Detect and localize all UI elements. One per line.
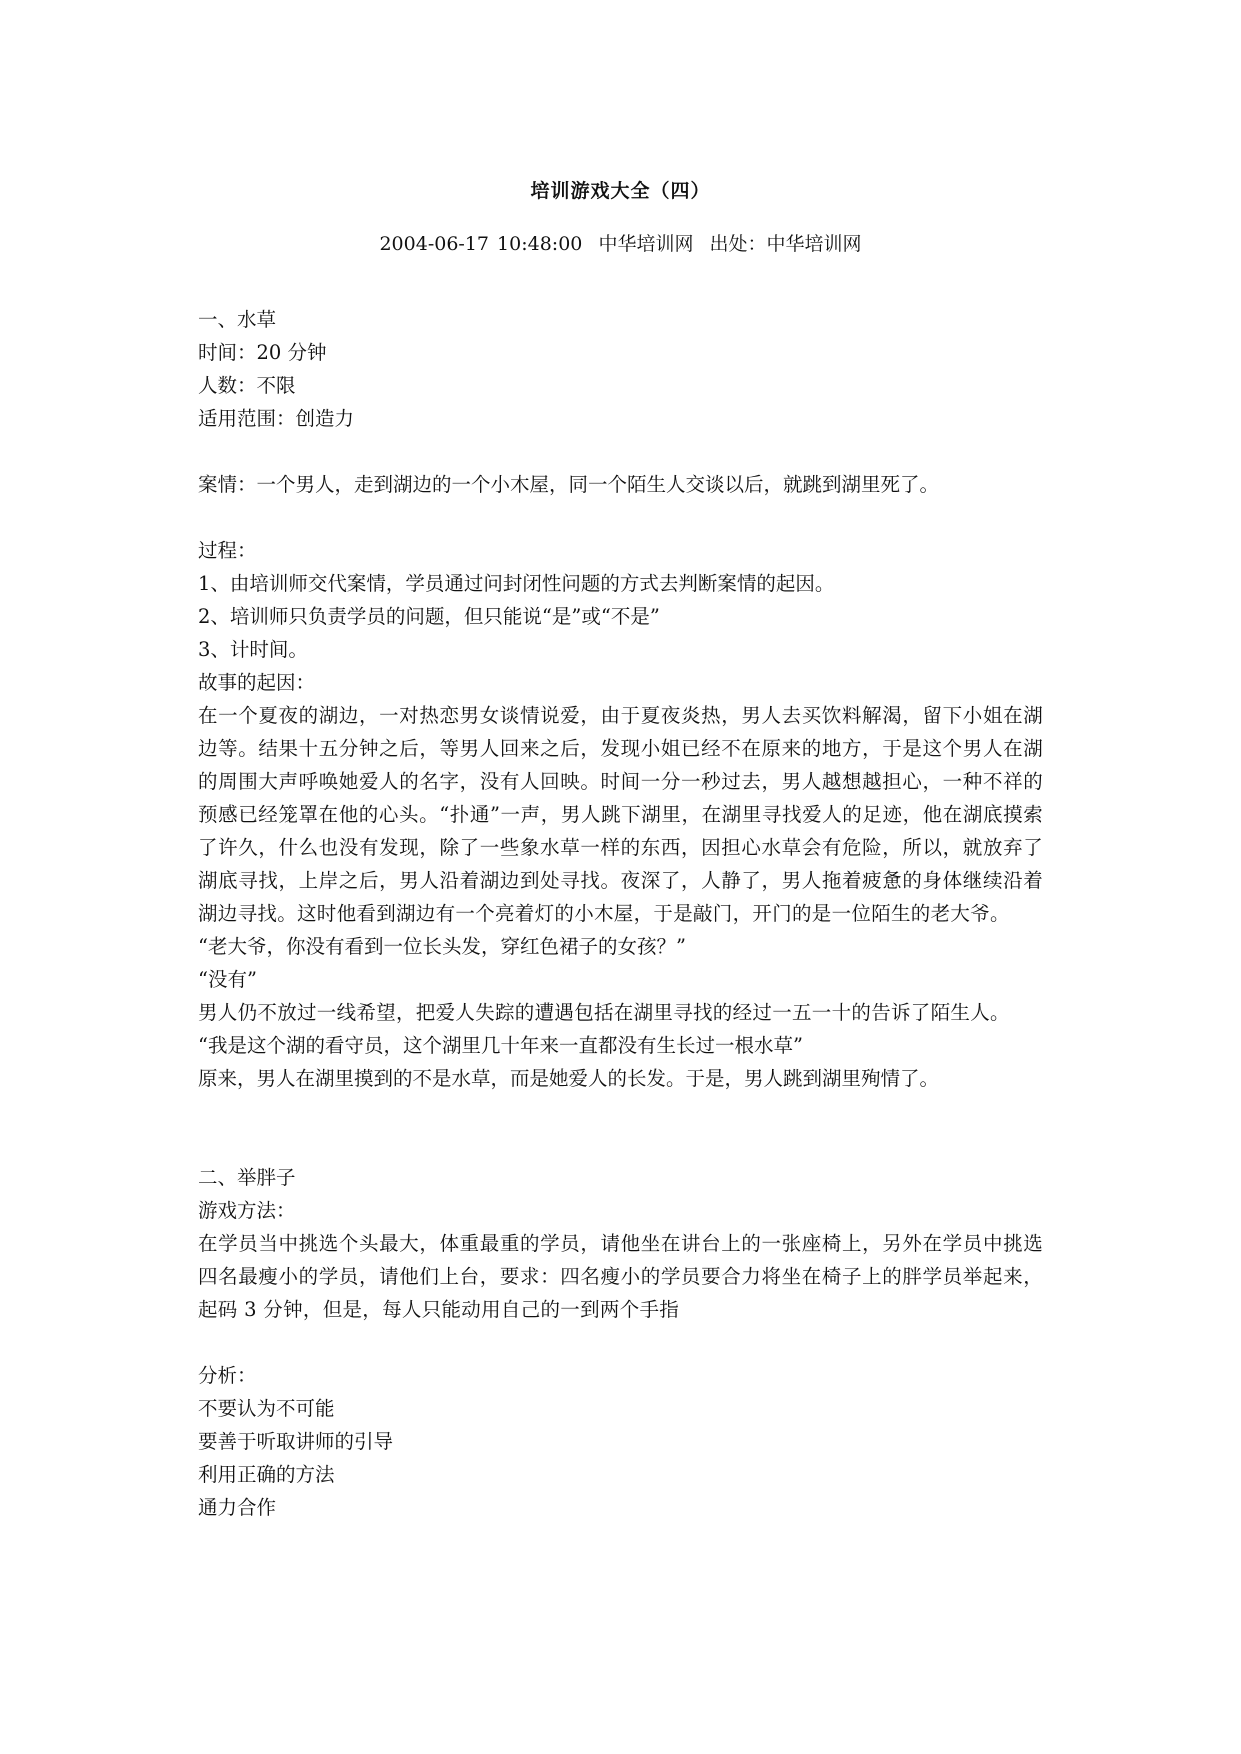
game1-heading: 一、水草 (198, 308, 277, 331)
game2-analysis-label: 分析： (198, 1364, 257, 1387)
game1-people: 人数：不限 (198, 374, 296, 397)
game1-story: 在一个夏夜的湖边，一对热恋男女谈情说爱，由于夏夜炎热，男人去买饮料解渴，留下小姐在湖边等。结果十五分钟之后，等男人回来之后，发现小姐已经不在原来的地方，于是这个男人在湖的周围大声呼唤她爱人的名字，没有人回映。时间一分一秒过去，男人越想越担心，一种不祥的预感已经笼罩在他的心头。“扑通”一声，男人跳下湖里，在湖里寻找爱人的足迹，他在湖底摸索了许久，什么也没有发现，除了一些象水草一样的东西，因担心水草会有危险，所以，就放弃了湖底寻找，上岸之后，男人沿着湖边到处寻找。夜深了，人静了，男人拖着疲惫的身体继续沿着湖边寻找。这时他看到湖边有一个亮着灯的小木屋，于是敲门，开门的是一位陌生的老大爷。 (198, 704, 1043, 925)
game2-analysis-item: 要善于听取讲师的引导 (198, 1430, 394, 1453)
game1-cause-label: 故事的起因： (198, 671, 316, 694)
game1-dialog: “老大爷，你没有看到一位长头发，穿红色裙子的女孩？” (198, 935, 686, 958)
game1-scope: 适用范围：创造力 (198, 407, 355, 430)
meta-source: 出处：中华培训网 (709, 233, 862, 255)
game1-step: 2、培训师只负责学员的问题，但只能说“是”或“不是” (198, 605, 660, 628)
game2-method-label: 游戏方法： (198, 1199, 296, 1222)
meta-site: 中华培训网 (598, 233, 694, 255)
meta-datetime: 2004-06-17 10:48:00 (379, 233, 583, 255)
game1-step: 1、由培训师交代案情，学员通过问封闭性问题的方式去判断案情的起因。 (198, 572, 835, 595)
spacer (198, 1326, 1043, 1359)
game1-process-label: 过程： (198, 539, 257, 562)
game2-analysis-item: 利用正确的方法 (198, 1463, 335, 1486)
game1-dialog: “没有” (198, 968, 257, 991)
game1-time: 时间：20 分钟 (198, 341, 327, 364)
document-meta (0, 229, 1241, 259)
spacer (198, 501, 1043, 534)
game1-ending: 原来，男人在湖里摸到的不是水草，而是她爱人的长发。于是，男人跳到湖里殉情了。 (198, 1067, 940, 1090)
game2-analysis-item: 不要认为不可能 (198, 1397, 335, 1420)
game1-step: 3、计时间。 (198, 638, 308, 661)
game1-paragraph: 男人仍不放过一线希望，把爱人失踪的遭遇包括在湖里寻找的经过一五一十的告诉了陌生人。 (198, 1001, 1010, 1024)
game2-heading: 二、举胖子 (198, 1166, 296, 1189)
game1-case: 案情：一个男人，走到湖边的一个小木屋，同一个陌生人交谈以后，就跳到湖里死了。 (198, 473, 940, 496)
document-body (198, 303, 1043, 1524)
game1-dialog: “我是这个湖的看守员，这个湖里几十年来一直都没有生长过一根水草” (198, 1034, 803, 1057)
game2-analysis-item: 通力合作 (198, 1496, 277, 1519)
game2-method: 在学员当中挑选个头最大，体重最重的学员，请他坐在讲台上的一张座椅上，另外在学员中挑选四名最瘦小的学员，请他们上台，要求：四名瘦小的学员要合力将坐在椅子上的胖学员举起来，起码 3 分钟，但是，每人只能动用自己的一到两个手指 (198, 1232, 1043, 1321)
document-title: 培训游戏大全（四） (530, 180, 711, 202)
spacer (198, 1095, 1043, 1161)
spacer (198, 435, 1043, 468)
